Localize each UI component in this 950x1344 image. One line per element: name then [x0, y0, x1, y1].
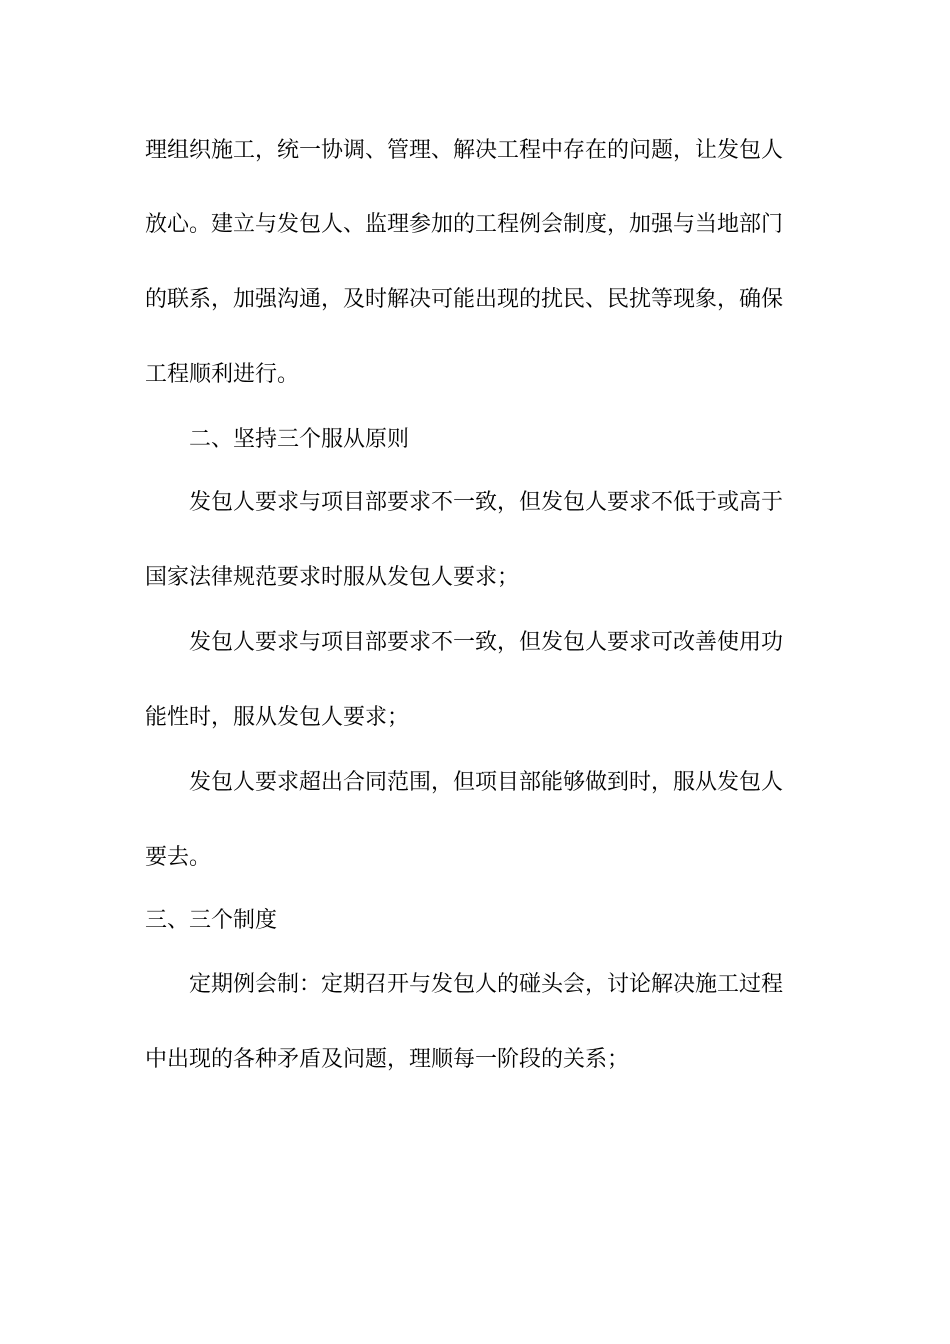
paragraph-line: 放心。建立与发包人、监理参加的工程例会制度，加强与当地部门 — [145, 212, 784, 237]
paragraph-line: 发包人要求与项目部要求不一致，但发包人要求不低于或高于 — [189, 490, 784, 515]
section-heading: 二、坚持三个服从原则 — [189, 427, 410, 452]
paragraph-line: 理组织施工，统一协调、管理、解决工程中存在的问题，让发包人 — [145, 138, 784, 163]
paragraph-line: 中出现的各种矛盾及问题，理顺每一阶段的关系； — [145, 1047, 630, 1072]
paragraph-line: 发包人要求与项目部要求不一致，但发包人要求可改善使用功 — [189, 630, 784, 655]
paragraph-line: 工程顺利进行。 — [145, 362, 300, 387]
paragraph-line: 的联系，加强沟通，及时解决可能出现的扰民、民扰等现象，确保 — [145, 287, 784, 312]
paragraph-line: 能性时，服从发包人要求； — [145, 705, 410, 730]
paragraph-line: 要去。 — [145, 845, 212, 870]
paragraph-line: 发包人要求超出合同范围，但项目部能够做到时，服从发包人 — [189, 770, 784, 795]
paragraph-line: 国家法律规范要求时服从发包人要求； — [145, 565, 520, 590]
paragraph-line: 定期例会制：定期召开与发包人的碰头会，讨论解决施工过程 — [189, 972, 784, 997]
section-heading: 三、三个制度 — [145, 908, 278, 933]
